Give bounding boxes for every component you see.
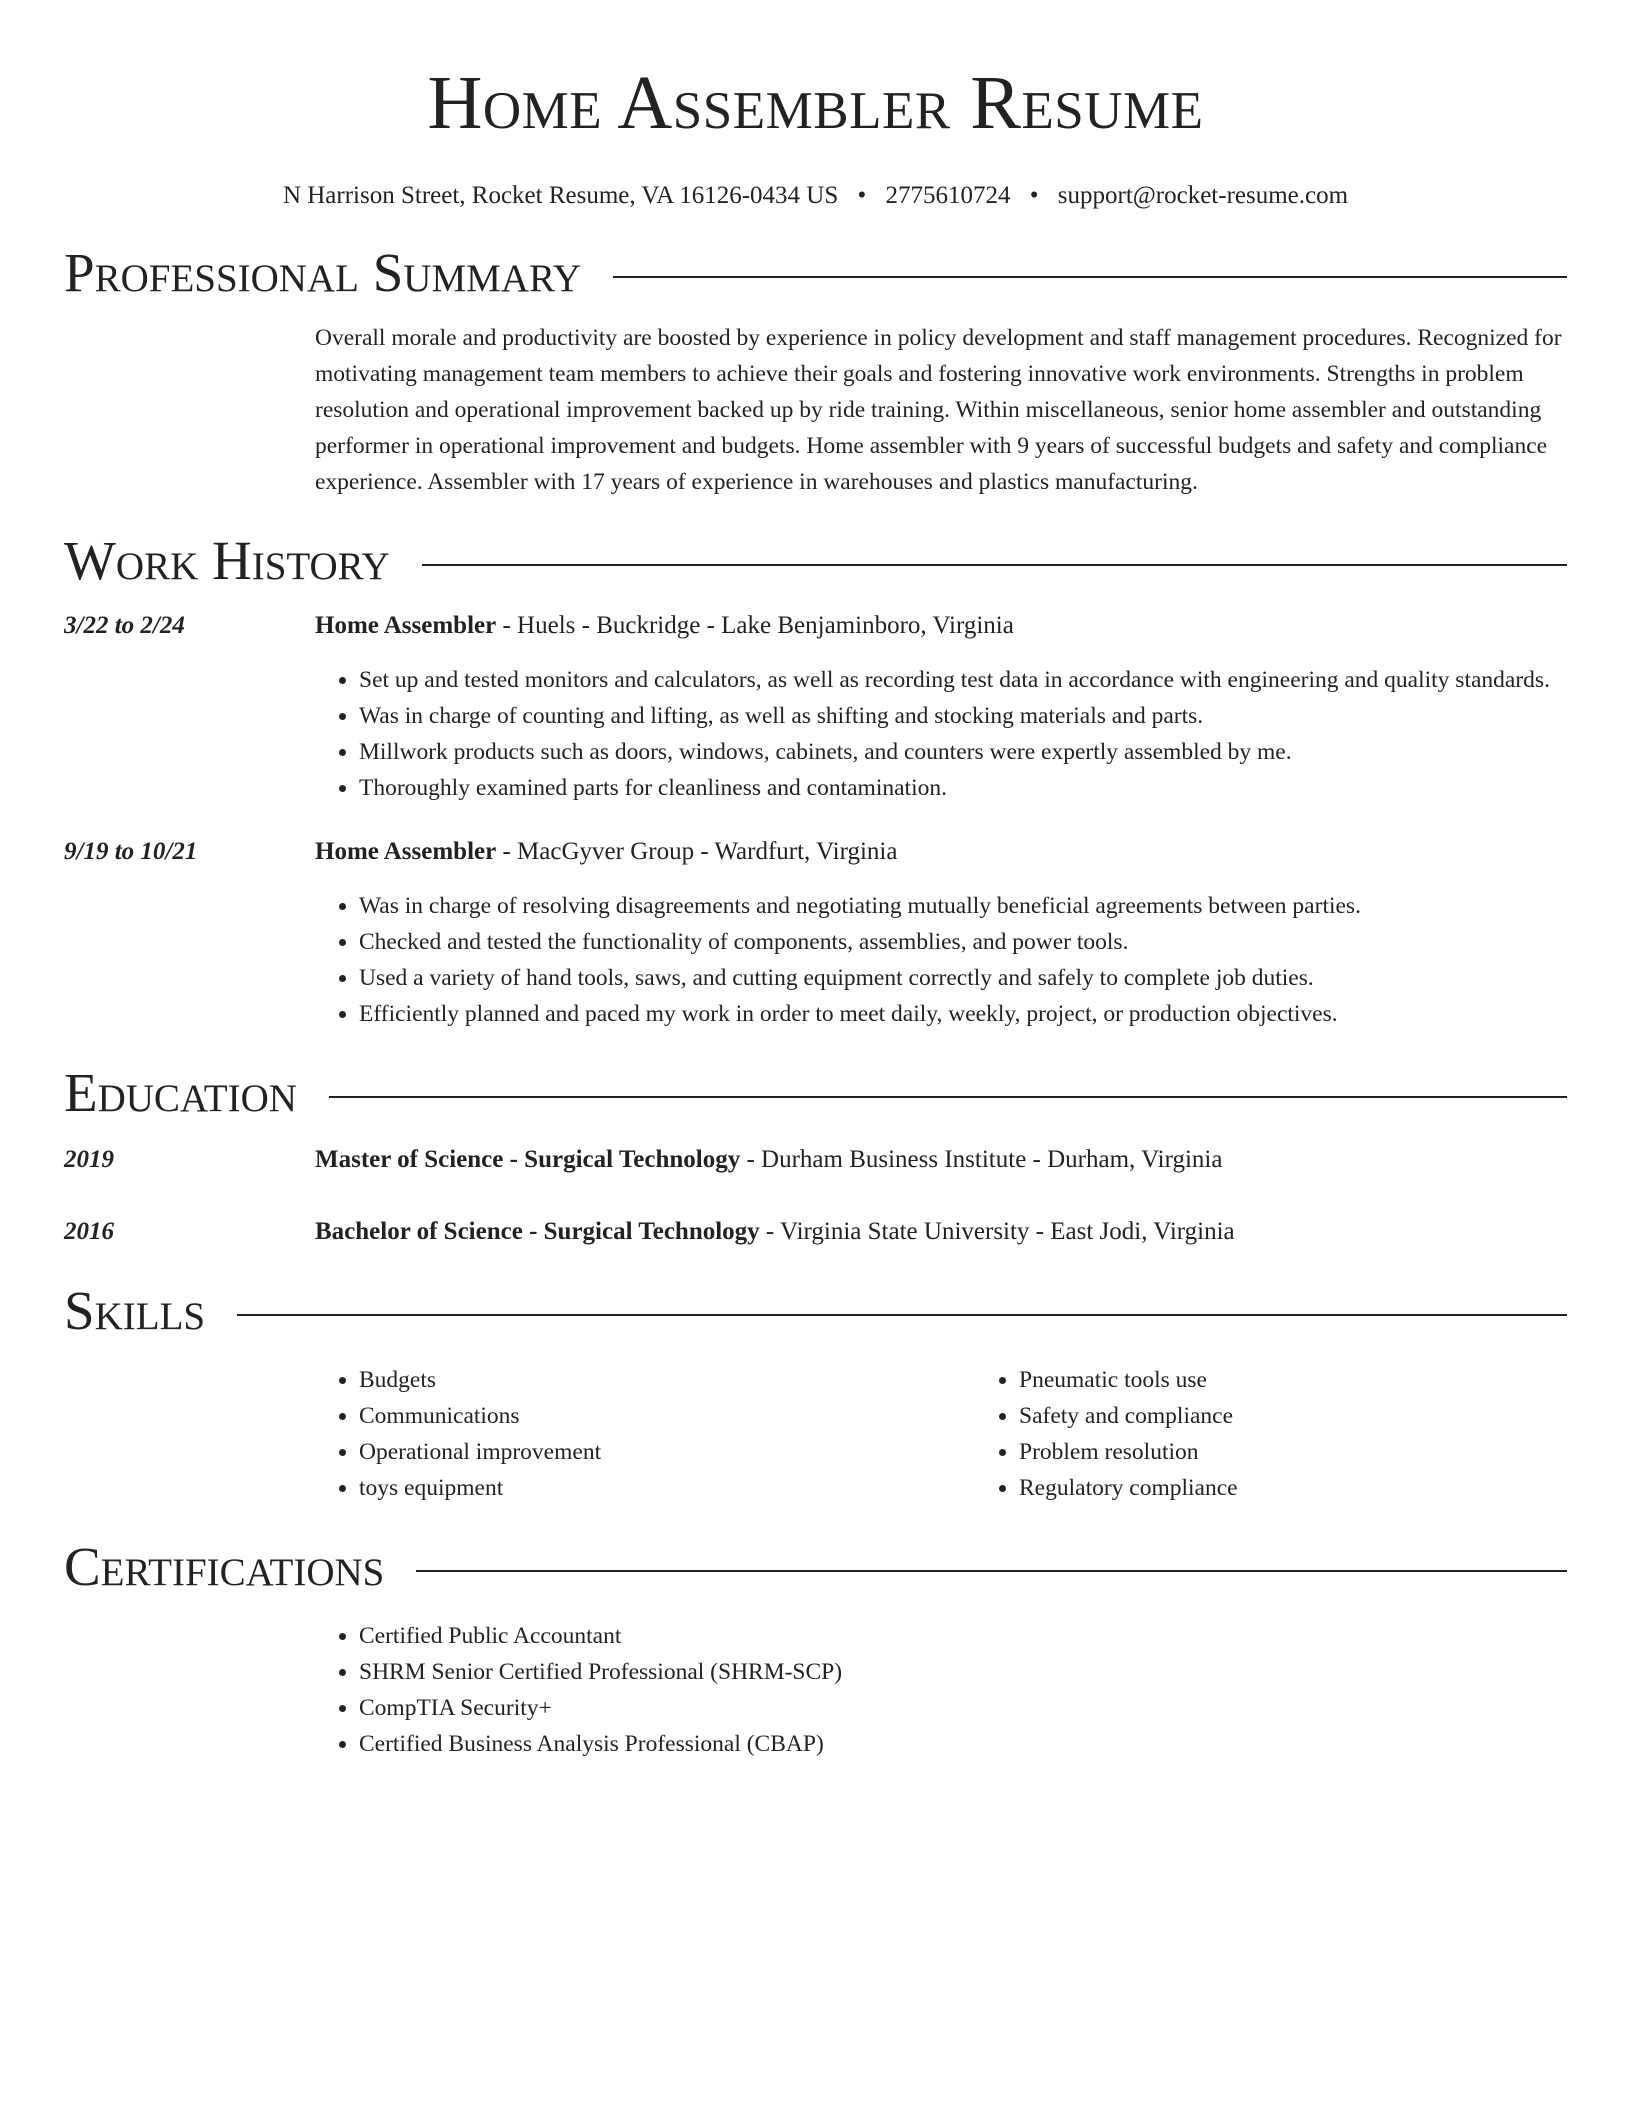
job-bullet: • Millwork products such as doors, windows, cabinets, and counters were expertly assembled by me. <box>359 734 1567 770</box>
section-divider <box>416 1570 1567 1572</box>
job-entry <box>64 608 1567 806</box>
section-heading: Certifications <box>64 1536 385 1597</box>
education-body <box>315 1214 1567 1250</box>
skills-list-left <box>315 1362 975 1506</box>
job-bullets <box>315 662 1567 806</box>
education-degree: Master of Science - Surgical Technology <box>315 1146 741 1173</box>
job-dates: 3/22 to 2/24 <box>64 612 185 639</box>
job-employer: - Huels - Buckridge - Lake Benjaminboro, Virginia <box>496 612 1014 639</box>
education-school: - Durham Business Institute - Durham, Virginia <box>740 1146 1223 1173</box>
section-work-history <box>64 526 1567 596</box>
education-entry <box>64 1214 1567 1250</box>
section-certifications <box>64 1532 1567 1602</box>
education-school: - Virginia State University - East Jodi, Virginia <box>759 1218 1235 1245</box>
certifications-spacer <box>64 1618 315 1762</box>
section-education <box>64 1058 1567 1128</box>
contact-line <box>64 180 1567 212</box>
skill-item: • Communications <box>359 1398 975 1434</box>
job-heading <box>315 834 1567 870</box>
job-dates: 9/19 to 10/21 <box>64 838 198 865</box>
section-professional-summary <box>64 238 1567 308</box>
resume-title: Home Assembler Resume <box>427 61 1204 145</box>
skill-item: • Operational improvement <box>359 1434 975 1470</box>
section-heading: Professional Summary <box>64 242 582 303</box>
job-entry <box>64 834 1567 1032</box>
job-bullet: • Was in charge of resolving disagreements and negotiating mutually beneficial agreements between parties. <box>359 888 1567 924</box>
section-divider <box>237 1314 1567 1316</box>
education-list <box>64 1142 1567 1250</box>
certification-item: • Certified Business Analysis Professional (CBAP) <box>359 1726 1567 1762</box>
skill-item: • Problem resolution <box>1019 1434 1632 1470</box>
skill-item: • Pneumatic tools use <box>1019 1362 1632 1398</box>
certification-item: • CompTIA Security+ <box>359 1690 1567 1726</box>
education-degree: Bachelor of Science - Surgical Technology <box>315 1218 760 1245</box>
contact-address: N Harrison Street, Rocket Resume, VA 16126-0434 US <box>282 182 839 209</box>
job-bullet: • Efficiently planned and paced my work in order to meet daily, weekly, project, or production objectives. <box>359 996 1567 1032</box>
contact-separator: • <box>857 182 867 209</box>
job-bullet: • Used a variety of hand tools, saws, and cutting equipment correctly and safely to complete job duties. <box>359 960 1567 996</box>
job-body <box>315 834 1567 1032</box>
job-bullet: • Set up and tested monitors and calculators, as well as recording test data in accordance with engineering and quality standards. <box>359 662 1567 698</box>
section-heading: Skills <box>64 1280 206 1341</box>
skills-block <box>64 1362 1567 1506</box>
summary-text: Overall morale and productivity are boosted by experience in policy development and staff management procedures. Recognized for motivating management team members to achieve their goals and fostering innovative work environments. Strengths in problem resolution and operational improvement backed up by ride training. Within miscellaneous, senior home assembler and outstanding performer in operational improvement and budgets. Home assembler with 9 years of successful budgets and safety and compliance experience. Assembler with 17 years of experience in warehouses and plastics manufacturing. <box>315 325 1562 495</box>
contact-separator: • <box>1029 182 1039 209</box>
job-bullet: • Checked and tested the functionality of components, assemblies, and power tools. <box>359 924 1567 960</box>
summary-spacer <box>64 320 315 500</box>
job-bullet: • Was in charge of counting and lifting, as well as shifting and stocking materials and parts. <box>359 698 1567 734</box>
job-bullets <box>315 888 1567 1032</box>
job-heading <box>315 608 1567 644</box>
certifications-list <box>315 1618 1567 1762</box>
job-body <box>315 608 1567 806</box>
job-bullet: • Thoroughly examined parts for cleanliness and contamination. <box>359 770 1567 806</box>
education-body <box>315 1142 1567 1178</box>
job-title: Home Assembler <box>315 612 497 639</box>
skill-item: • Budgets <box>359 1362 975 1398</box>
contact-email: support@rocket-resume.com <box>1057 182 1349 209</box>
job-employer: - MacGyver Group - Wardfurt, Virginia <box>496 838 898 865</box>
skill-item: • Regulatory compliance <box>1019 1470 1632 1506</box>
section-divider <box>422 564 1567 566</box>
certification-item: • SHRM Senior Certified Professional (SHRM-SCP) <box>359 1654 1567 1690</box>
education-year: 2016 <box>64 1218 114 1245</box>
contact-phone: 2775610724 <box>885 182 1011 209</box>
section-divider <box>329 1096 1567 1098</box>
section-heading: Work History <box>64 530 390 591</box>
section-heading: Education <box>64 1062 297 1123</box>
skills-spacer <box>64 1362 315 1506</box>
job-title: Home Assembler <box>315 838 497 865</box>
work-history-list <box>64 608 1567 1032</box>
certifications-block <box>64 1618 1567 1762</box>
education-entry <box>64 1142 1567 1178</box>
skills-columns <box>315 1362 1632 1506</box>
education-year: 2019 <box>64 1146 114 1173</box>
section-divider <box>613 276 1567 278</box>
skill-item: • Safety and compliance <box>1019 1398 1632 1434</box>
section-skills <box>64 1276 1567 1346</box>
skill-item: • toys equipment <box>359 1470 975 1506</box>
certification-item: • Certified Public Accountant <box>359 1618 1567 1654</box>
skills-list-right <box>975 1362 1632 1506</box>
summary-block <box>64 320 1567 500</box>
